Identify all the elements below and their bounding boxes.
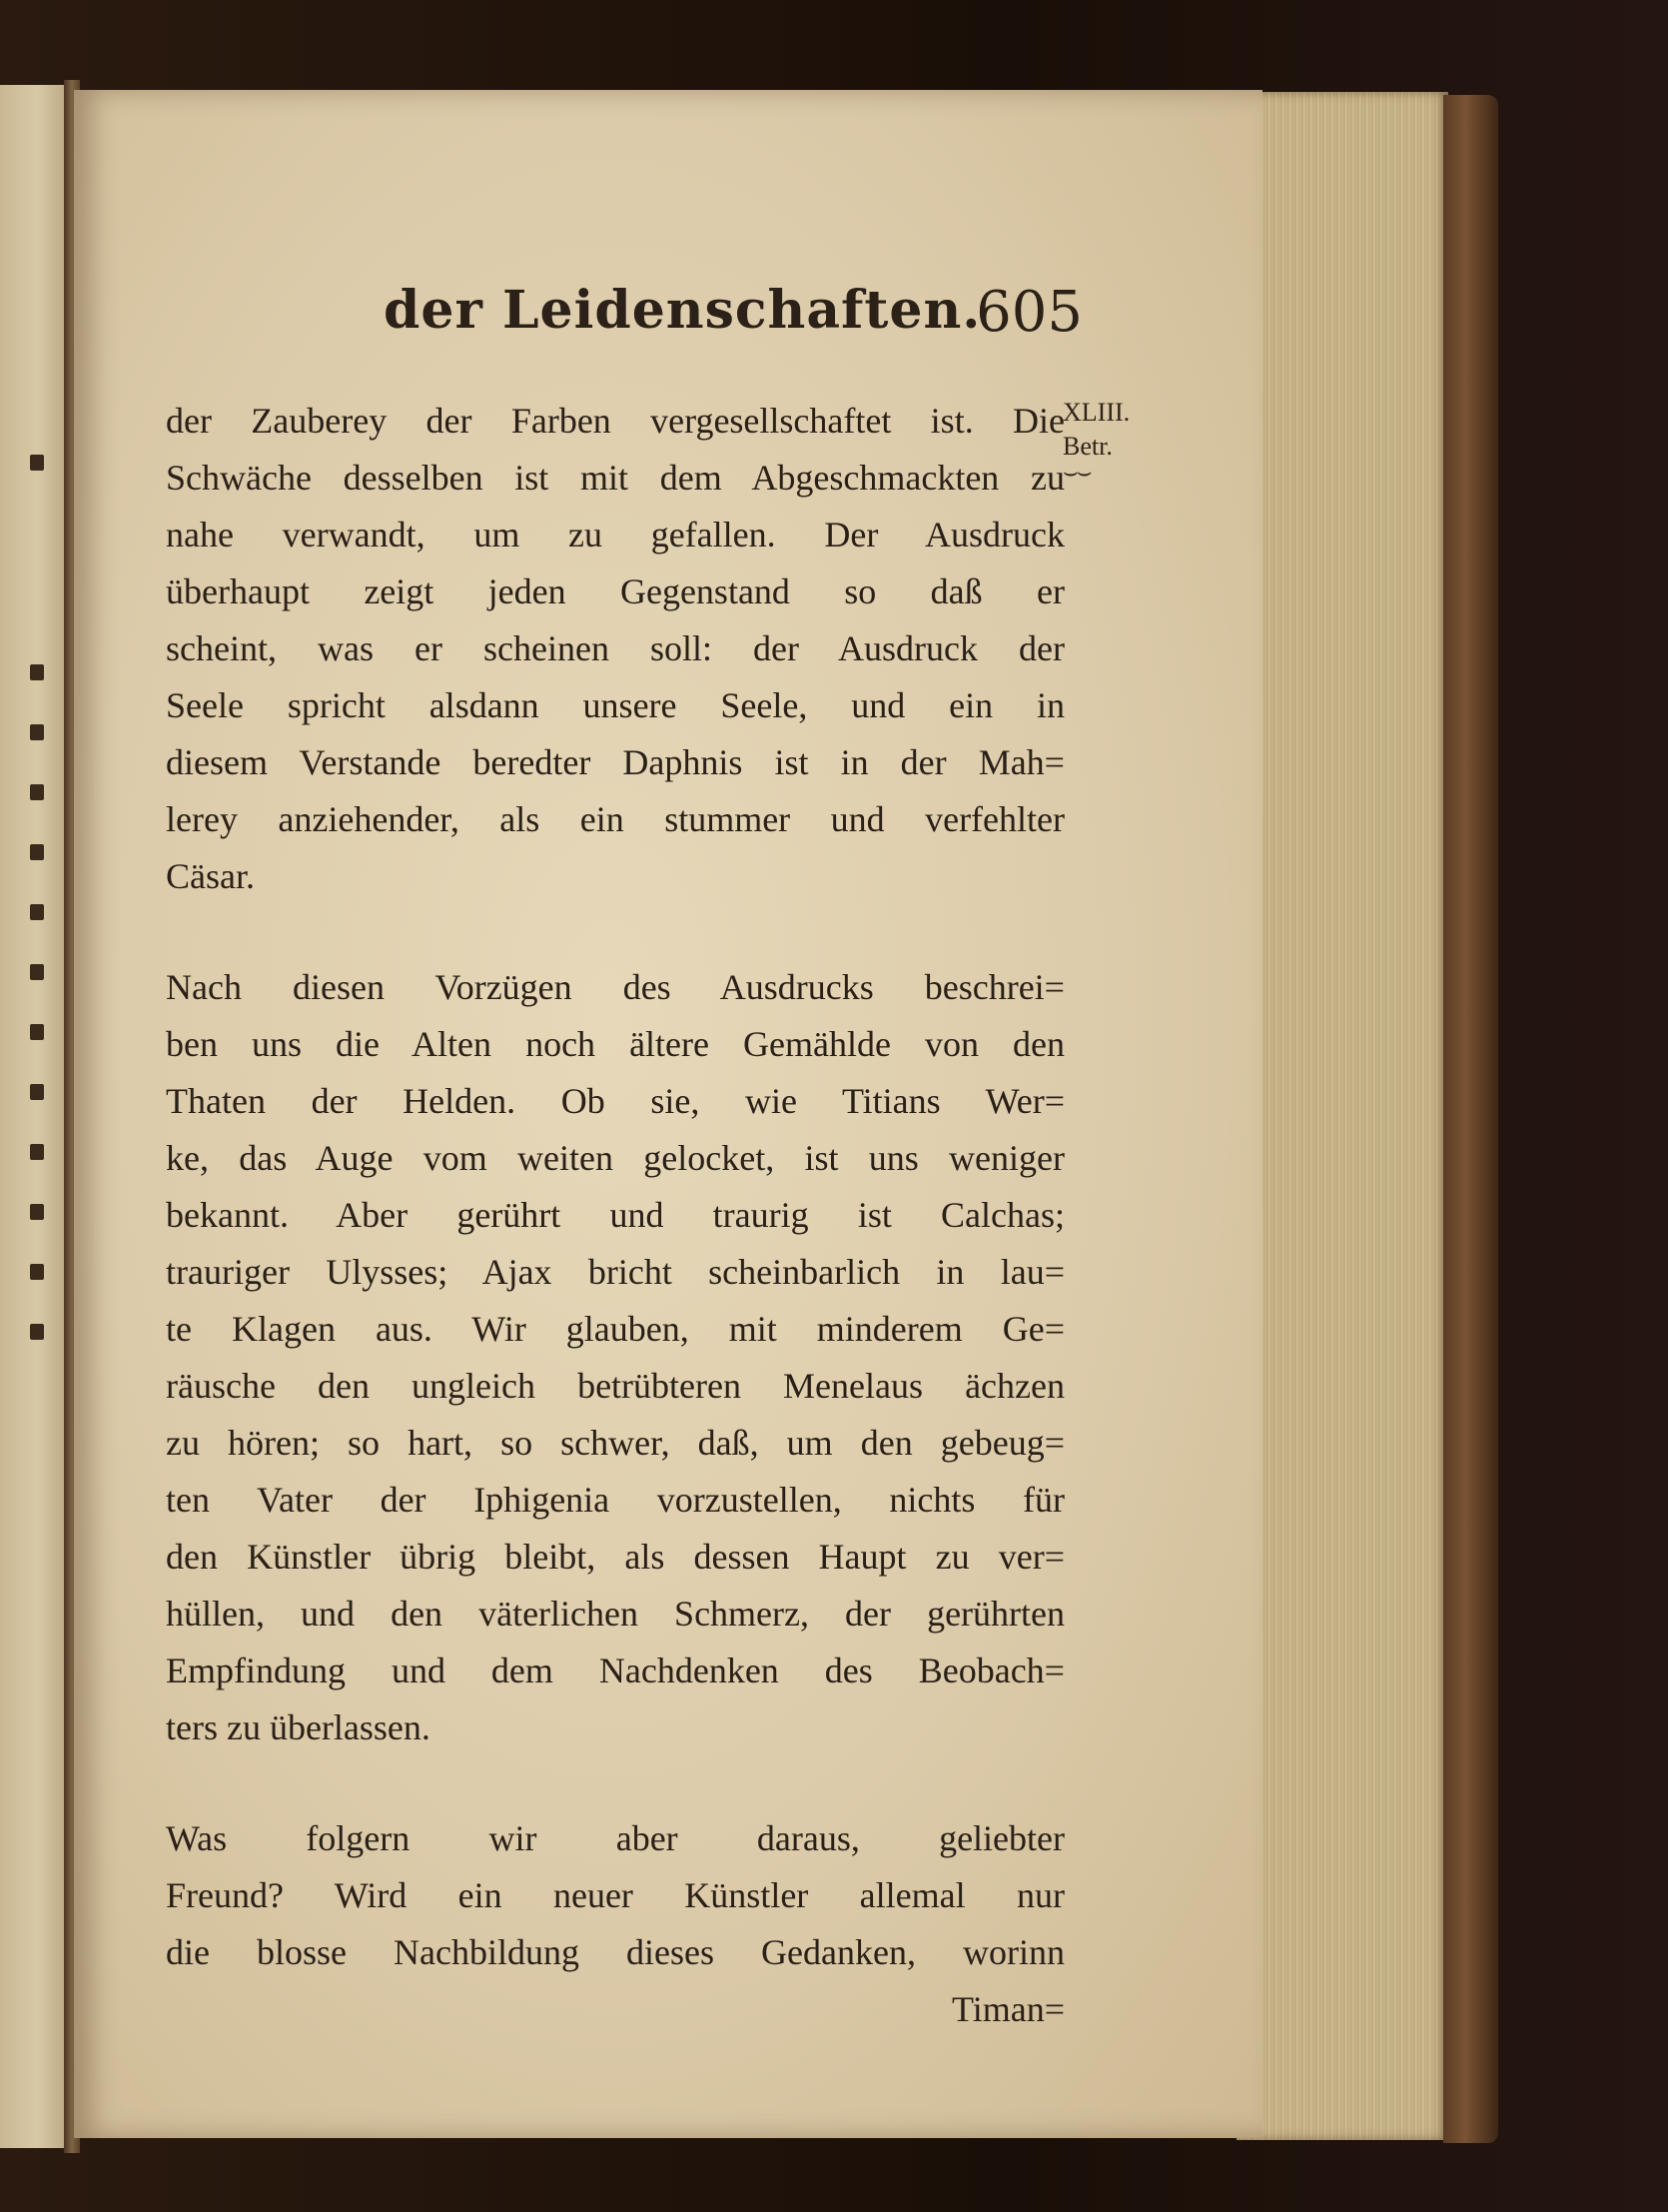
- text-line: Cäsar.: [166, 856, 255, 896]
- facing-page-glyph: [30, 455, 44, 471]
- paragraph-2: [166, 959, 1065, 1756]
- text-line: Was folgern wir aber daraus, geliebter: [166, 1818, 1065, 1858]
- page-number: 605: [976, 280, 1083, 345]
- facing-page-glyph: [30, 1144, 44, 1160]
- text-line: Freund? Wird ein neuer Künstler allemal nur: [166, 1875, 1065, 1915]
- text-line: Thaten der Helden. Ob sie, wie Titians Wer=: [166, 1081, 1065, 1121]
- facing-page-glyph: [30, 1324, 44, 1340]
- text-line: ben uns die Alten noch ältere Gemählde von den: [166, 1024, 1065, 1064]
- facing-page-glyph: [30, 1264, 44, 1280]
- facing-page-glyph: [30, 1024, 44, 1040]
- text-line: lerey anziehender, als ein stummer und verfehlter: [166, 799, 1065, 839]
- book-cover-edge: [1443, 95, 1498, 2143]
- text-line: überhaupt zeigt jeden Gegenstand so daß er: [166, 571, 1065, 611]
- text-line: Seele spricht alsdann unsere Seele, und ein in: [166, 685, 1065, 725]
- paragraph-3: [166, 1810, 1065, 2038]
- facing-page-glyph: [30, 664, 44, 680]
- facing-page-glyph: [30, 784, 44, 800]
- text-line: ten Vater der Iphigenia vorzustellen, nichts für: [166, 1480, 1065, 1520]
- facing-page-glyph: [30, 1204, 44, 1220]
- text-line: der Zauberey der Farben vergesellschaftet ist. Die: [166, 401, 1065, 441]
- page-edges: [1237, 92, 1448, 2140]
- text-line: zu hören; so hart, so schwer, daß, um den gebeug=: [166, 1423, 1065, 1463]
- paragraph-1: [166, 393, 1065, 905]
- facing-page-glyph: [30, 964, 44, 980]
- book-page: [74, 90, 1262, 2138]
- text-line: räusche den ungleich betrübteren Menelaus ächzen: [166, 1366, 1065, 1406]
- text-line: nahe verwandt, um zu gefallen. Der Ausdruck: [166, 515, 1065, 554]
- margin-note: [1063, 396, 1163, 486]
- facing-page-glyph: [30, 904, 44, 920]
- page-header: [384, 280, 1083, 360]
- text-line: die blosse Nachbildung dieses Gedanken, worinn: [166, 1932, 1065, 1972]
- text-line: Nach diesen Vorzügen des Ausdrucks beschrei=: [166, 967, 1065, 1007]
- margin-bracket-icon: ⌣⌣: [1063, 460, 1091, 486]
- text-line: bekannt. Aber gerührt und traurig ist Calchas;: [166, 1195, 1065, 1235]
- facing-page-glyph: [30, 844, 44, 860]
- margin-note-label: Betr.: [1063, 432, 1113, 461]
- text-line: te Klagen aus. Wir glauben, mit minderem Ge=: [166, 1309, 1065, 1349]
- text-line: Empfindung und dem Nachdenken des Beobach=: [166, 1651, 1065, 1690]
- catchword: Timan=: [951, 1989, 1065, 2029]
- text-line: diesem Verstande beredter Daphnis ist in der Mah=: [166, 742, 1065, 782]
- text-line: Schwäche desselben ist mit dem Abgeschmackten zu: [166, 458, 1065, 498]
- text-line: ters zu überlassen.: [166, 1707, 430, 1747]
- running-title: der Leidenschaften.: [384, 280, 982, 341]
- facing-page-edge: [0, 85, 71, 2148]
- facing-page-glyph: [30, 724, 44, 740]
- text-line: scheint, was er scheinen soll: der Ausdruck der: [166, 628, 1065, 668]
- text-line: hüllen, und den väterlichen Schmerz, der gerührten: [166, 1594, 1065, 1634]
- text-line: trauriger Ulysses; Ajax bricht scheinbarlich in lau=: [166, 1252, 1065, 1292]
- margin-note-number: XLIII.: [1063, 398, 1131, 427]
- facing-page-glyph: [30, 1084, 44, 1100]
- text-line: ke, das Auge vom weiten gelocket, ist uns weniger: [166, 1138, 1065, 1178]
- text-line: den Künstler übrig bleibt, als dessen Haupt zu ver=: [166, 1537, 1065, 1577]
